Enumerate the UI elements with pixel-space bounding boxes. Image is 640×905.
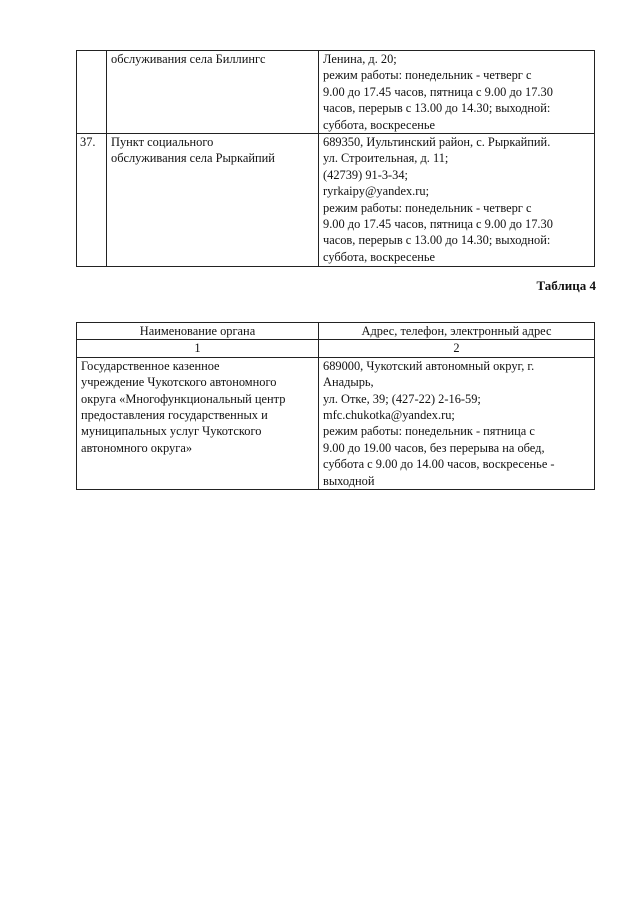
table-header-row bbox=[77, 323, 595, 340]
table-row-billings-continued bbox=[77, 51, 595, 134]
mfc-table bbox=[76, 322, 595, 490]
address-line: суббота, воскресенье bbox=[323, 117, 435, 132]
name-line: муниципальных услуг Чукотского bbox=[81, 424, 262, 439]
address-line: суббота, воскресенье bbox=[323, 249, 435, 264]
name-line: автономного округа» bbox=[81, 440, 193, 455]
address-cell bbox=[319, 357, 595, 489]
address-line: Анадырь, bbox=[323, 375, 374, 390]
address-line: часов, перерыв с 13.00 до 14.30; выходной: bbox=[323, 101, 551, 116]
address-line: режим работы: понедельник - четверг с bbox=[323, 68, 532, 83]
row-number-cell: 37. bbox=[77, 134, 107, 267]
column-number-cell: 2 bbox=[319, 340, 595, 357]
address-line: ул. Отке, 39; (427-22) 2-16-59; bbox=[323, 391, 481, 406]
address-line: часов, перерыв с 13.00 до 14.30; выходной: bbox=[323, 233, 551, 248]
name-line: округа «Многофункциональный центр bbox=[81, 391, 286, 406]
column-header-name: Наименование органа bbox=[77, 323, 319, 340]
name-line: Пункт социального bbox=[111, 135, 214, 150]
address-cell bbox=[319, 134, 595, 267]
address-line: режим работы: понедельник - пятница с bbox=[323, 424, 535, 439]
table-row-mfc bbox=[77, 357, 595, 489]
name-line: обслуживания села Рыркайпий bbox=[111, 151, 275, 166]
name-line: обслуживания села Биллингс bbox=[111, 52, 266, 66]
row-number-cell bbox=[77, 51, 107, 134]
name-line: учреждение Чукотского автономного bbox=[81, 375, 277, 390]
address-line: выходной bbox=[323, 473, 375, 488]
address-line: 9.00 до 17.45 часов, пятница с 9.00 до 17.30 bbox=[323, 84, 553, 99]
organization-name-cell bbox=[107, 134, 319, 267]
column-number-row bbox=[77, 340, 595, 357]
organization-name-cell bbox=[107, 51, 319, 134]
address-line: Ленина, д. 20; bbox=[323, 52, 397, 66]
address-line: 9.00 до 19.00 часов, без перерыва на обед, bbox=[323, 440, 545, 455]
column-number-cell: 1 bbox=[77, 340, 319, 357]
column-header-address: Адрес, телефон, электронный адрес bbox=[319, 323, 595, 340]
name-line: Государственное казенное bbox=[81, 358, 220, 373]
email-line: ryrkaipy@yandex.ru; bbox=[323, 184, 430, 199]
service-points-table-continued bbox=[76, 50, 595, 267]
address-line: суббота с 9.00 до 14.00 часов, воскресенье - bbox=[323, 457, 555, 472]
email-line: mfc.chukotka@yandex.ru; bbox=[323, 408, 455, 423]
address-line: 689350, Иультинский район, с. Рыркайпий. bbox=[323, 135, 551, 150]
address-line: режим работы: понедельник - четверг с bbox=[323, 200, 532, 215]
organization-name-cell bbox=[77, 357, 319, 489]
address-line: 9.00 до 17.45 часов, пятница с 9.00 до 17.30 bbox=[323, 217, 553, 232]
table-caption: Таблица 4 bbox=[536, 278, 596, 293]
name-line: предоставления государственных и bbox=[81, 408, 268, 423]
address-cell bbox=[319, 51, 595, 134]
address-line: 689000, Чукотский автономный округ, г. bbox=[323, 358, 535, 373]
address-line: ул. Строительная, д. 11; bbox=[323, 151, 449, 166]
table-row-37 bbox=[77, 134, 595, 267]
phone-line: (42739) 91-3-34; bbox=[323, 167, 408, 182]
